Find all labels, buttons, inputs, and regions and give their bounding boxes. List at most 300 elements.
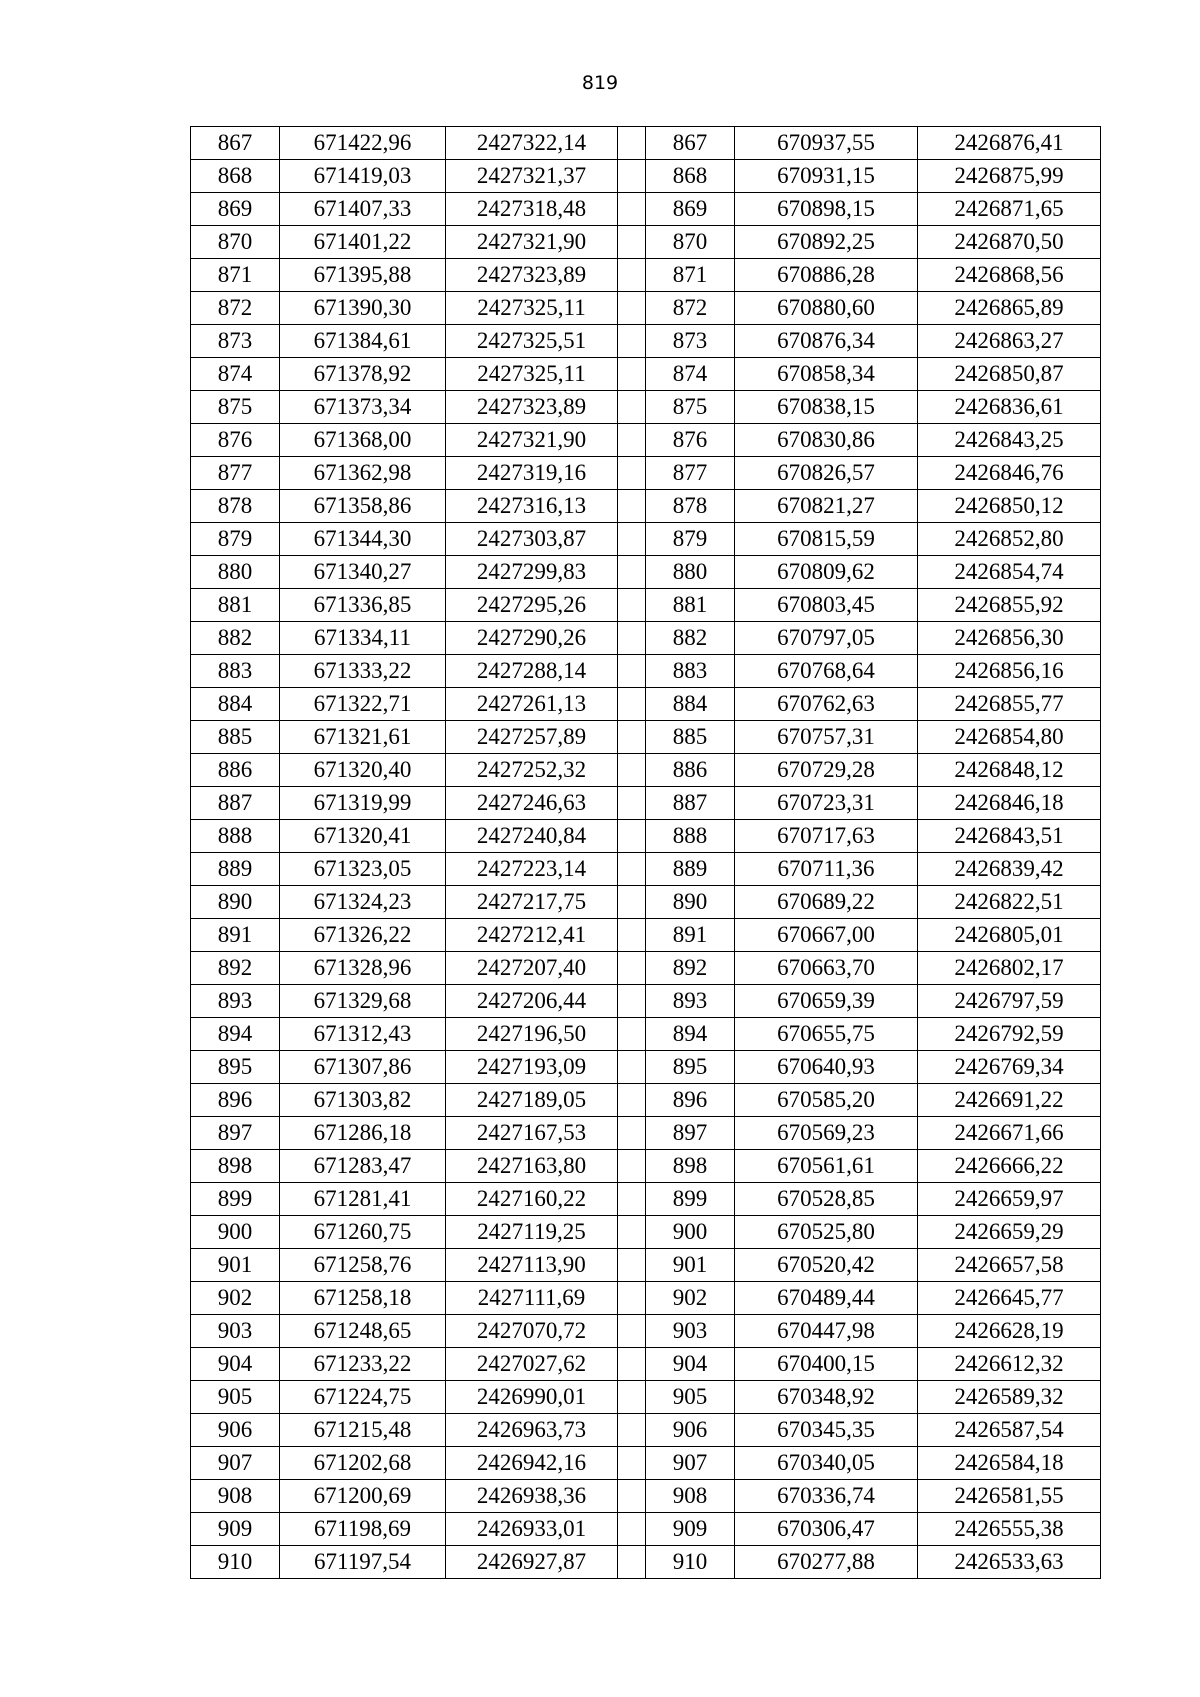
x-coordinate-right: 670880,60 [735,292,918,325]
point-number-left: 892 [191,952,280,985]
x-coordinate-right: 670757,31 [735,721,918,754]
y-coordinate-right: 2426691,22 [918,1084,1101,1117]
point-number-left: 909 [191,1513,280,1546]
point-number-left: 899 [191,1183,280,1216]
x-coordinate-left: 671328,96 [280,952,446,985]
x-coordinate-left: 671358,86 [280,490,446,523]
spacer-cell [618,457,646,490]
spacer-cell [618,787,646,820]
point-number-left: 903 [191,1315,280,1348]
coordinates-table-body [191,127,1101,1579]
y-coordinate-left: 2427321,90 [446,424,618,457]
table-row [191,655,1101,688]
x-coordinate-left: 671307,86 [280,1051,446,1084]
x-coordinate-left: 671333,22 [280,655,446,688]
point-number-right: 900 [646,1216,735,1249]
point-number-left: 897 [191,1117,280,1150]
y-coordinate-left: 2427207,40 [446,952,618,985]
y-coordinate-left: 2427119,25 [446,1216,618,1249]
x-coordinate-left: 671260,75 [280,1216,446,1249]
x-coordinate-right: 670689,22 [735,886,918,919]
x-coordinate-left: 671368,00 [280,424,446,457]
table-row [191,226,1101,259]
point-number-left: 872 [191,292,280,325]
point-number-right: 903 [646,1315,735,1348]
x-coordinate-left: 671323,05 [280,853,446,886]
table-row [191,952,1101,985]
table-row [191,1183,1101,1216]
x-coordinate-left: 671395,88 [280,259,446,292]
spacer-cell [618,1513,646,1546]
y-coordinate-right: 2426589,32 [918,1381,1101,1414]
spacer-cell [618,754,646,787]
y-coordinate-left: 2427240,84 [446,820,618,853]
x-coordinate-left: 671329,68 [280,985,446,1018]
point-number-left: 888 [191,820,280,853]
y-coordinate-left: 2426933,01 [446,1513,618,1546]
x-coordinate-right: 670711,36 [735,853,918,886]
y-coordinate-left: 2426963,73 [446,1414,618,1447]
spacer-cell [618,160,646,193]
spacer-cell [618,952,646,985]
y-coordinate-left: 2427163,80 [446,1150,618,1183]
table-row [191,622,1101,655]
y-coordinate-left: 2427323,89 [446,259,618,292]
point-number-left: 902 [191,1282,280,1315]
spacer-cell [618,886,646,919]
table-row [191,1216,1101,1249]
y-coordinate-right: 2426666,22 [918,1150,1101,1183]
spacer-cell [618,688,646,721]
point-number-right: 898 [646,1150,735,1183]
x-coordinate-right: 670809,62 [735,556,918,589]
point-number-left: 874 [191,358,280,391]
spacer-cell [618,1348,646,1381]
point-number-left: 876 [191,424,280,457]
y-coordinate-left: 2427322,14 [446,127,618,160]
y-coordinate-right: 2426856,16 [918,655,1101,688]
y-coordinate-right: 2426659,29 [918,1216,1101,1249]
table-row [191,1414,1101,1447]
spacer-cell [618,259,646,292]
x-coordinate-left: 671215,48 [280,1414,446,1447]
table-row [191,1513,1101,1546]
y-coordinate-right: 2426850,12 [918,490,1101,523]
page-number: 819 [581,72,619,94]
x-coordinate-right: 670447,98 [735,1315,918,1348]
table-row [191,985,1101,1018]
coordinates-table [190,126,1101,1579]
y-coordinate-left: 2427325,11 [446,292,618,325]
y-coordinate-right: 2426628,19 [918,1315,1101,1348]
y-coordinate-right: 2426848,12 [918,754,1101,787]
x-coordinate-right: 670821,27 [735,490,918,523]
table-row [191,259,1101,292]
y-coordinate-right: 2426863,27 [918,325,1101,358]
x-coordinate-right: 670762,63 [735,688,918,721]
y-coordinate-right: 2426587,54 [918,1414,1101,1447]
table-row [191,820,1101,853]
y-coordinate-right: 2426843,51 [918,820,1101,853]
point-number-left: 882 [191,622,280,655]
point-number-left: 879 [191,523,280,556]
y-coordinate-right: 2426533,63 [918,1546,1101,1579]
point-number-right: 888 [646,820,735,853]
point-number-right: 897 [646,1117,735,1150]
y-coordinate-left: 2427323,89 [446,391,618,424]
x-coordinate-right: 670830,86 [735,424,918,457]
y-coordinate-right: 2426846,18 [918,787,1101,820]
table-row [191,1480,1101,1513]
point-number-left: 898 [191,1150,280,1183]
x-coordinate-left: 671200,69 [280,1480,446,1513]
y-coordinate-right: 2426876,41 [918,127,1101,160]
point-number-right: 874 [646,358,735,391]
x-coordinate-right: 670569,23 [735,1117,918,1150]
x-coordinate-right: 670667,00 [735,919,918,952]
table-row [191,1546,1101,1579]
table-row [191,1348,1101,1381]
point-number-left: 869 [191,193,280,226]
point-number-left: 884 [191,688,280,721]
table-row [191,1117,1101,1150]
point-number-left: 908 [191,1480,280,1513]
table-row [191,787,1101,820]
y-coordinate-left: 2427325,51 [446,325,618,358]
spacer-cell [618,1315,646,1348]
table-row [191,457,1101,490]
y-coordinate-left: 2427027,62 [446,1348,618,1381]
spacer-cell [618,325,646,358]
table-row [191,1315,1101,1348]
x-coordinate-right: 670898,15 [735,193,918,226]
y-coordinate-left: 2427325,11 [446,358,618,391]
y-coordinate-right: 2426846,76 [918,457,1101,490]
point-number-left: 878 [191,490,280,523]
x-coordinate-right: 670768,64 [735,655,918,688]
point-number-right: 867 [646,127,735,160]
y-coordinate-right: 2426797,59 [918,985,1101,1018]
x-coordinate-left: 671202,68 [280,1447,446,1480]
point-number-right: 889 [646,853,735,886]
y-coordinate-left: 2427217,75 [446,886,618,919]
table-row [191,127,1101,160]
y-coordinate-right: 2426657,58 [918,1249,1101,1282]
x-coordinate-right: 670803,45 [735,589,918,622]
y-coordinate-right: 2426584,18 [918,1447,1101,1480]
y-coordinate-right: 2426855,77 [918,688,1101,721]
y-coordinate-left: 2427113,90 [446,1249,618,1282]
y-coordinate-right: 2426850,87 [918,358,1101,391]
x-coordinate-left: 671286,18 [280,1117,446,1150]
point-number-left: 906 [191,1414,280,1447]
y-coordinate-left: 2427160,22 [446,1183,618,1216]
y-coordinate-right: 2426875,99 [918,160,1101,193]
x-coordinate-left: 671378,92 [280,358,446,391]
y-coordinate-left: 2427167,53 [446,1117,618,1150]
spacer-cell [618,1183,646,1216]
table-row [191,1249,1101,1282]
spacer-cell [618,556,646,589]
y-coordinate-right: 2426871,65 [918,193,1101,226]
spacer-cell [618,1117,646,1150]
point-number-right: 906 [646,1414,735,1447]
spacer-cell [618,193,646,226]
x-coordinate-right: 670797,05 [735,622,918,655]
point-number-left: 880 [191,556,280,589]
point-number-right: 909 [646,1513,735,1546]
x-coordinate-right: 670937,55 [735,127,918,160]
y-coordinate-left: 2427252,32 [446,754,618,787]
point-number-right: 876 [646,424,735,457]
x-coordinate-right: 670729,28 [735,754,918,787]
point-number-right: 895 [646,1051,735,1084]
y-coordinate-right: 2426854,74 [918,556,1101,589]
x-coordinate-left: 671197,54 [280,1546,446,1579]
point-number-right: 887 [646,787,735,820]
point-number-right: 872 [646,292,735,325]
x-coordinate-right: 670640,93 [735,1051,918,1084]
y-coordinate-left: 2427303,87 [446,523,618,556]
y-coordinate-left: 2427246,63 [446,787,618,820]
y-coordinate-right: 2426865,89 [918,292,1101,325]
point-number-right: 879 [646,523,735,556]
y-coordinate-right: 2426854,80 [918,721,1101,754]
x-coordinate-right: 670892,25 [735,226,918,259]
point-number-left: 867 [191,127,280,160]
point-number-right: 901 [646,1249,735,1282]
y-coordinate-left: 2427288,14 [446,655,618,688]
point-number-right: 868 [646,160,735,193]
spacer-cell [618,655,646,688]
y-coordinate-left: 2427196,50 [446,1018,618,1051]
spacer-cell [618,1084,646,1117]
point-number-left: 891 [191,919,280,952]
point-number-right: 880 [646,556,735,589]
y-coordinate-right: 2426802,17 [918,952,1101,985]
point-number-left: 885 [191,721,280,754]
y-coordinate-right: 2426836,61 [918,391,1101,424]
x-coordinate-right: 670489,44 [735,1282,918,1315]
x-coordinate-left: 671224,75 [280,1381,446,1414]
y-coordinate-right: 2426868,56 [918,259,1101,292]
y-coordinate-left: 2427261,13 [446,688,618,721]
table-row [191,1150,1101,1183]
spacer-cell [618,1249,646,1282]
y-coordinate-left: 2427111,69 [446,1282,618,1315]
table-row [191,853,1101,886]
x-coordinate-right: 670336,74 [735,1480,918,1513]
point-number-right: 882 [646,622,735,655]
spacer-cell [618,127,646,160]
spacer-cell [618,292,646,325]
x-coordinate-right: 670528,85 [735,1183,918,1216]
y-coordinate-right: 2426659,97 [918,1183,1101,1216]
spacer-cell [618,1051,646,1084]
point-number-right: 899 [646,1183,735,1216]
y-coordinate-left: 2426927,87 [446,1546,618,1579]
table-row [191,1018,1101,1051]
table-row [191,1381,1101,1414]
x-coordinate-left: 671248,65 [280,1315,446,1348]
table-row [191,1282,1101,1315]
x-coordinate-right: 670345,35 [735,1414,918,1447]
point-number-right: 873 [646,325,735,358]
y-coordinate-left: 2427321,37 [446,160,618,193]
x-coordinate-right: 670306,47 [735,1513,918,1546]
point-number-right: 894 [646,1018,735,1051]
y-coordinate-right: 2426581,55 [918,1480,1101,1513]
y-coordinate-right: 2426792,59 [918,1018,1101,1051]
point-number-left: 910 [191,1546,280,1579]
x-coordinate-right: 670340,05 [735,1447,918,1480]
table-row [191,292,1101,325]
table-row [191,688,1101,721]
x-coordinate-left: 671419,03 [280,160,446,193]
x-coordinate-left: 671281,41 [280,1183,446,1216]
y-coordinate-right: 2426843,25 [918,424,1101,457]
x-coordinate-left: 671319,99 [280,787,446,820]
point-number-left: 868 [191,160,280,193]
x-coordinate-left: 671401,22 [280,226,446,259]
point-number-right: 885 [646,721,735,754]
x-coordinate-right: 670931,15 [735,160,918,193]
y-coordinate-left: 2427223,14 [446,853,618,886]
x-coordinate-right: 670659,39 [735,985,918,1018]
point-number-right: 870 [646,226,735,259]
x-coordinate-left: 671312,43 [280,1018,446,1051]
table-row [191,160,1101,193]
point-number-left: 875 [191,391,280,424]
spacer-cell [618,1381,646,1414]
point-number-right: 904 [646,1348,735,1381]
point-number-left: 907 [191,1447,280,1480]
point-number-right: 892 [646,952,735,985]
y-coordinate-left: 2426942,16 [446,1447,618,1480]
point-number-right: 907 [646,1447,735,1480]
point-number-left: 877 [191,457,280,490]
spacer-cell [618,424,646,457]
spacer-cell [618,1150,646,1183]
y-coordinate-left: 2427295,26 [446,589,618,622]
x-coordinate-right: 670525,80 [735,1216,918,1249]
x-coordinate-right: 670400,15 [735,1348,918,1381]
x-coordinate-left: 671283,47 [280,1150,446,1183]
spacer-cell [618,391,646,424]
point-number-right: 871 [646,259,735,292]
point-number-right: 910 [646,1546,735,1579]
x-coordinate-left: 671258,18 [280,1282,446,1315]
x-coordinate-left: 671334,11 [280,622,446,655]
y-coordinate-right: 2426839,42 [918,853,1101,886]
point-number-right: 905 [646,1381,735,1414]
spacer-cell [618,358,646,391]
point-number-left: 873 [191,325,280,358]
table-row [191,1051,1101,1084]
table-row [191,919,1101,952]
y-coordinate-right: 2426855,92 [918,589,1101,622]
point-number-left: 900 [191,1216,280,1249]
x-coordinate-left: 671384,61 [280,325,446,358]
spacer-cell [618,1414,646,1447]
x-coordinate-left: 671373,34 [280,391,446,424]
point-number-left: 871 [191,259,280,292]
point-number-right: 891 [646,919,735,952]
y-coordinate-right: 2426612,32 [918,1348,1101,1381]
x-coordinate-right: 670723,31 [735,787,918,820]
spacer-cell [618,1447,646,1480]
point-number-right: 908 [646,1480,735,1513]
spacer-cell [618,622,646,655]
table-row [191,1084,1101,1117]
x-coordinate-left: 671320,41 [280,820,446,853]
point-number-right: 886 [646,754,735,787]
y-coordinate-left: 2427206,44 [446,985,618,1018]
point-number-left: 889 [191,853,280,886]
table-row [191,193,1101,226]
y-coordinate-left: 2427319,16 [446,457,618,490]
x-coordinate-left: 671362,98 [280,457,446,490]
x-coordinate-right: 670655,75 [735,1018,918,1051]
x-coordinate-left: 671233,22 [280,1348,446,1381]
point-number-right: 896 [646,1084,735,1117]
spacer-cell [618,1546,646,1579]
point-number-right: 875 [646,391,735,424]
x-coordinate-right: 670815,59 [735,523,918,556]
y-coordinate-left: 2427193,09 [446,1051,618,1084]
spacer-cell [618,721,646,754]
y-coordinate-right: 2426671,66 [918,1117,1101,1150]
x-coordinate-left: 671324,23 [280,886,446,919]
x-coordinate-right: 670717,63 [735,820,918,853]
x-coordinate-left: 671321,61 [280,721,446,754]
x-coordinate-left: 671303,82 [280,1084,446,1117]
point-number-left: 901 [191,1249,280,1282]
x-coordinate-right: 670348,92 [735,1381,918,1414]
point-number-left: 870 [191,226,280,259]
spacer-cell [618,490,646,523]
spacer-cell [618,919,646,952]
point-number-right: 869 [646,193,735,226]
spacer-cell [618,853,646,886]
point-number-left: 904 [191,1348,280,1381]
x-coordinate-right: 670858,34 [735,358,918,391]
y-coordinate-right: 2426769,34 [918,1051,1101,1084]
point-number-left: 881 [191,589,280,622]
x-coordinate-left: 671407,33 [280,193,446,226]
table-row [191,391,1101,424]
y-coordinate-left: 2427257,89 [446,721,618,754]
y-coordinate-right: 2426856,30 [918,622,1101,655]
spacer-cell [618,1216,646,1249]
spacer-cell [618,589,646,622]
x-coordinate-right: 670277,88 [735,1546,918,1579]
point-number-left: 887 [191,787,280,820]
table-row [191,424,1101,457]
y-coordinate-left: 2427318,48 [446,193,618,226]
point-number-right: 883 [646,655,735,688]
x-coordinate-left: 671390,30 [280,292,446,325]
x-coordinate-left: 671322,71 [280,688,446,721]
x-coordinate-right: 670886,28 [735,259,918,292]
y-coordinate-right: 2426870,50 [918,226,1101,259]
point-number-right: 884 [646,688,735,721]
x-coordinate-left: 671422,96 [280,127,446,160]
y-coordinate-left: 2427299,83 [446,556,618,589]
x-coordinate-right: 670561,61 [735,1150,918,1183]
x-coordinate-left: 671336,85 [280,589,446,622]
spacer-cell [618,523,646,556]
